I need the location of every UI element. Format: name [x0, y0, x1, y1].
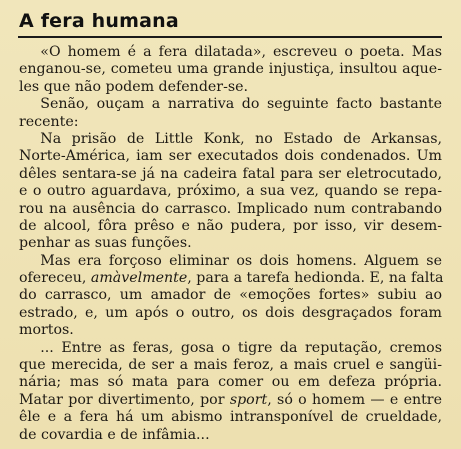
text-line: do carrasco, um amador de «emoções fortes» subiu ao	[19, 287, 442, 304]
article-body	[19, 44, 442, 444]
text-line: nária; mas só mata para comer ou em defeza própria.	[19, 374, 442, 391]
text-line: dêles sentara-se já na cadeira fatal para ser eletrocutado,	[19, 165, 442, 182]
text-line: Norte-América, iam ser executados dois condenados. Um	[19, 148, 442, 165]
text-line: Na prisão de Little Konk, no Estado de Arkansas,	[19, 130, 442, 147]
text-line: Mas era forçoso eliminar os dois homens. Alguem se	[19, 252, 442, 269]
text-line: rou na ausência do carrasco. Implicado num contrabando	[19, 200, 442, 217]
text-line: e o outro aguardava, próximo, a sua vez, quando se repa-	[19, 183, 442, 200]
text-line: de covardia e de infâmia...	[19, 426, 210, 443]
text-line: Matar por divertimento, por sport, só o homem — e entre	[19, 391, 442, 408]
text-line: enganou-se, cometeu uma grande injustiça, insultou aque-	[19, 61, 442, 78]
text-line: ... Entre as feras, gosa o tigre da reputação, cremos	[19, 339, 442, 356]
article-title: A fera humana	[19, 10, 179, 32]
text-line: êle e a fera há um abismo intransponível de crueldade,	[19, 409, 442, 426]
text-line: les que não podem defender-se.	[19, 78, 249, 95]
text-line: de alcool, fôra prêso e não pudera, por isso, vir desem-	[19, 217, 442, 234]
text-line: «O homem é a fera dilatada», escreveu o poeta. Mas	[19, 44, 442, 60]
text-line: Senão, ouçam a narrativa do seguinte facto bastante	[19, 96, 442, 113]
text-line: recente:	[19, 113, 79, 130]
text-line: mortos.	[19, 322, 74, 339]
text-line: que merecida, de ser a mais feroz, a mais cruel e sangüi-	[19, 357, 442, 374]
text-line: ofereceu, amàvelmente, para a tarefa hedionda. E, na falta	[19, 270, 444, 287]
title-rule	[18, 36, 442, 38]
text-line: estrado, e, um após o outro, os dois desgraçados foram	[19, 304, 442, 321]
text-line: penhar as suas funções.	[19, 235, 192, 252]
